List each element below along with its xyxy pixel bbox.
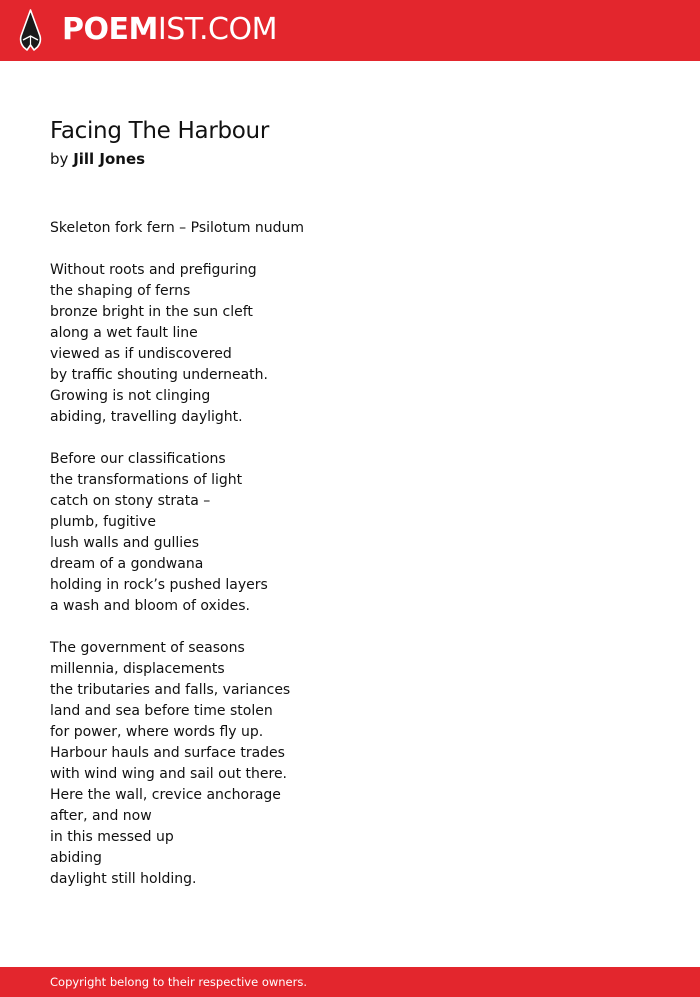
poem-line: after, and now [50,808,152,824]
poem-byline [50,149,145,169]
poem-line: Without roots and prefiguring [50,262,257,278]
poem-line: plumb, fugitive [50,514,156,530]
poem-line: for power, where words fly up. [50,724,264,740]
poem-line: land and sea before time stolen [50,703,273,719]
author-name[interactable]: Jill Jones [73,150,146,168]
poem-line: abiding, travelling daylight. [50,409,243,425]
poem-line: a wash and bloom of oxides. [50,598,250,614]
poem-line: in this messed up [50,829,174,845]
poem-line: Harbour hauls and surface trades [50,745,285,761]
poem-line: millennia, displacements [50,661,225,677]
poem-line: viewed as if undiscovered [50,346,232,362]
poem-line: dream of a gondwana [50,556,204,572]
site-logo-link[interactable] [62,11,277,49]
poem-line: Growing is not clinging [50,388,211,404]
poem-line: along a wet fault line [50,325,198,341]
pen-nib-icon[interactable] [18,9,43,51]
poem-line: The government of seasons [50,640,245,656]
poem-line: the transformations of light [50,472,243,488]
poem-line: the shaping of ferns [50,283,191,299]
stanza-break [50,239,650,260]
poem-line: Before our classifications [50,451,226,467]
copyright-notice: Copyright belong to their respective owners. [50,975,308,989]
site-header [0,0,700,61]
poem-title: Facing The Harbour [50,118,269,144]
brand-light: IST.COM [157,12,277,47]
poem-line: with wind wing and sail out there. [50,766,288,782]
poem-line: bronze bright in the sun cleft [50,304,253,320]
stanza-break [50,428,650,449]
poem-line: lush walls and gullies [50,535,200,551]
poem-line: Here the wall, crevice anchorage [50,787,281,803]
poem-line: daylight still holding. [50,871,197,887]
stanza-break [50,617,650,638]
brand-bold: POEM [62,12,158,47]
site-footer [0,967,700,997]
by-label: by [50,150,69,168]
poem-line: abiding [50,850,102,866]
poem-body [50,218,650,890]
poem-line: Skeleton fork fern – Psilotum nudum [50,220,305,236]
poem-line: the tributaries and falls, variances [50,682,291,698]
poem-line: catch on stony strata – [50,493,211,509]
poem-line: by traffic shouting underneath. [50,367,268,383]
poem-line: holding in rock’s pushed layers [50,577,268,593]
